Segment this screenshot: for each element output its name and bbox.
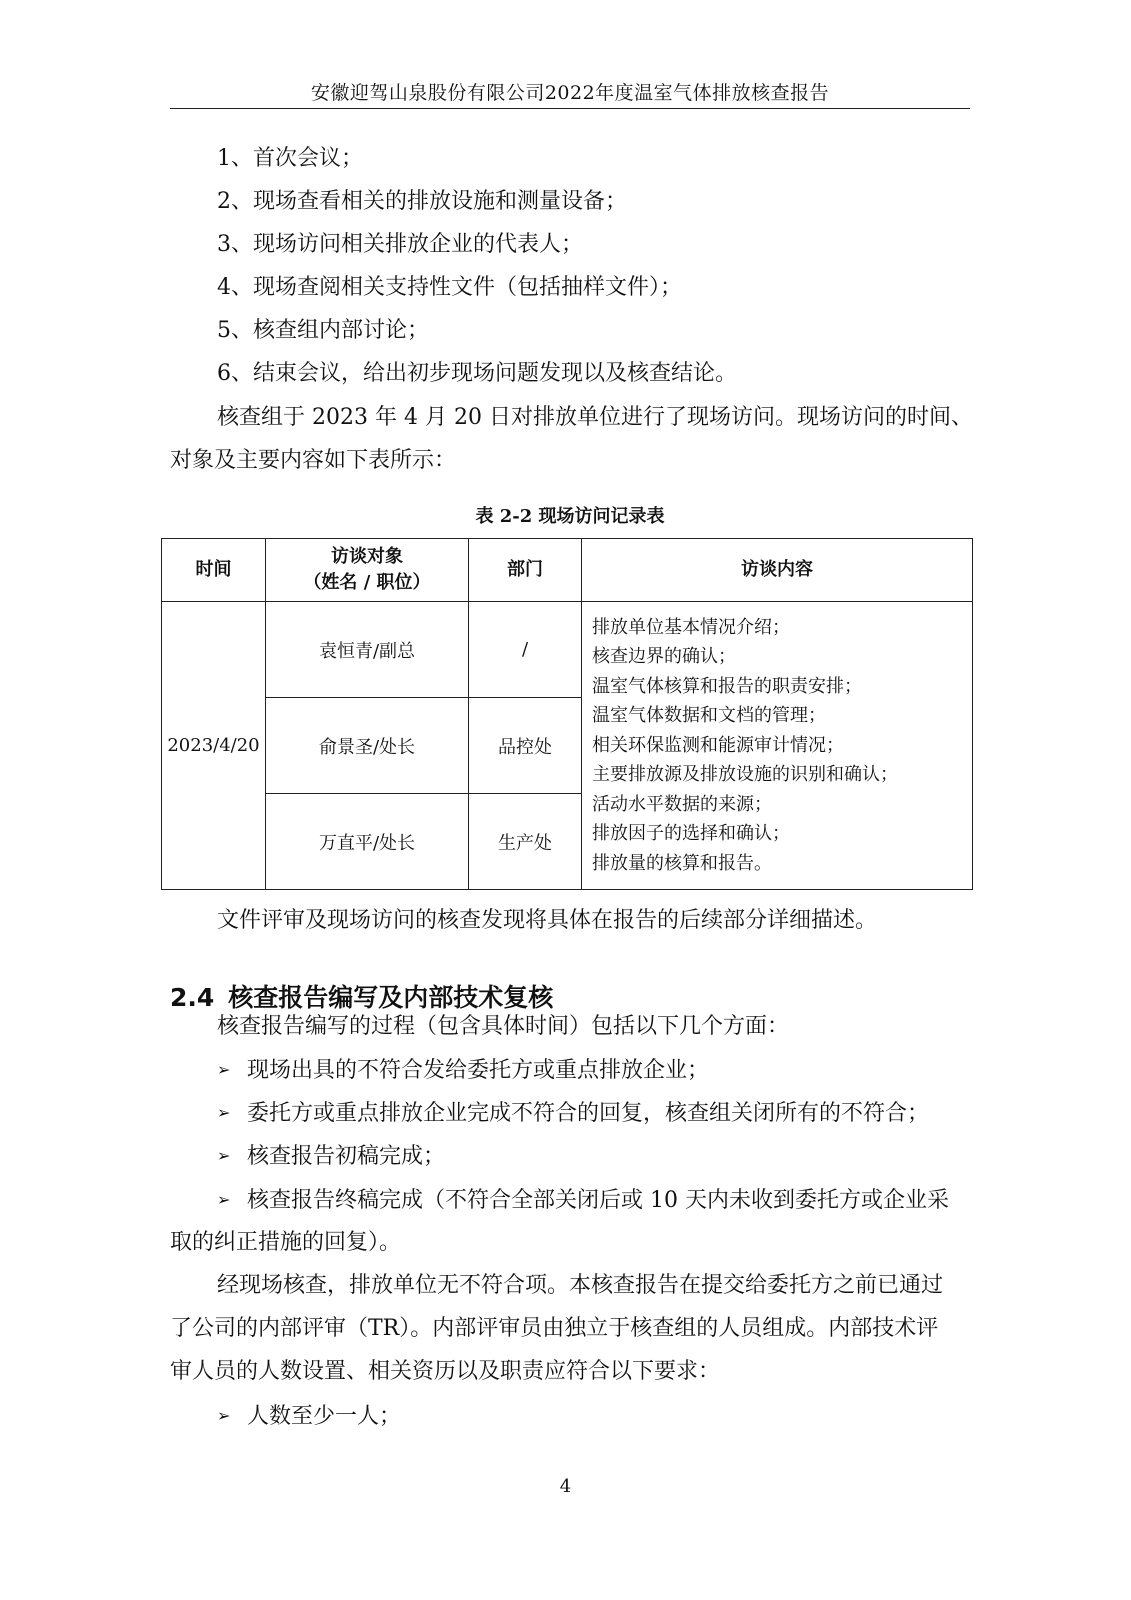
intro-line-2: 对象及主要内容如下表所示： bbox=[170, 448, 457, 473]
cell-person: 袁恒青/副总 bbox=[266, 602, 469, 698]
bullet-text: 委托方或重点排放企业完成不符合的回复，核查组关闭所有的不符合； bbox=[247, 1101, 930, 1126]
content-item: 排放量的核算和报告。 bbox=[592, 852, 772, 874]
page-header: 安徽迎驾山泉股份有限公司2022年度温室气体排放核查报告 bbox=[310, 82, 830, 104]
section-heading bbox=[170, 978, 553, 1014]
visit-record-table bbox=[161, 538, 973, 890]
section-number: 2.4 bbox=[170, 983, 215, 1012]
table-header-row bbox=[162, 539, 973, 602]
cell-content bbox=[582, 602, 973, 890]
after-table-text: 文件评审及现场访问的核查发现将具体在报告的后续部分详细描述。 bbox=[217, 908, 878, 933]
content-item: 排放单位基本情况介绍； bbox=[592, 616, 790, 638]
arrow-bullet-icon: ➢ bbox=[217, 1060, 231, 1079]
cell-dept: 生产处 bbox=[469, 794, 582, 890]
content-item: 排放因子的选择和确认； bbox=[592, 823, 790, 845]
table-caption: 表 2-2 现场访问记录表 bbox=[475, 506, 665, 527]
bullet-item bbox=[217, 1055, 709, 1086]
section-title: 核查报告编写及内部技术复核 bbox=[228, 983, 554, 1012]
content-item: 温室气体核算和报告的职责安排； bbox=[592, 675, 862, 697]
header-dept: 部门 bbox=[469, 539, 582, 602]
header-subject bbox=[266, 539, 469, 602]
bullet-text: 核查报告终稿完成（不符合全部关闭后或 10 天内未收到委托方或企业采 bbox=[247, 1188, 949, 1213]
cell-date: 2023/4/20 bbox=[162, 602, 266, 890]
header-content: 访谈内容 bbox=[582, 539, 973, 602]
content-item: 核查边界的确认； bbox=[592, 646, 736, 668]
header-rule bbox=[170, 108, 970, 109]
header-time: 时间 bbox=[162, 539, 266, 602]
bullet-item bbox=[217, 1401, 401, 1432]
content-item: 主要排放源及排放设施的识别和确认； bbox=[592, 764, 898, 786]
cell-dept: 品控处 bbox=[469, 698, 582, 794]
bullet-item bbox=[217, 1185, 949, 1216]
bullet-text: 核查报告初稿完成； bbox=[247, 1144, 446, 1169]
cell-dept: / bbox=[469, 602, 582, 698]
bullet-continuation: 取的纠正措施的回复）。 bbox=[170, 1230, 402, 1255]
paragraph-line-2: 了公司的内部评审（TR）。内部评审员由独立于核查组的人员组成。内部技术评 bbox=[170, 1316, 939, 1341]
header-subject-line2: （姓名 / 职位） bbox=[303, 572, 431, 593]
table-row bbox=[162, 602, 973, 698]
intro-line-1: 核查组于 2023 年 4 月 20 日对排放单位进行了现场访问。现场访问的时间、 bbox=[217, 405, 973, 430]
arrow-bullet-icon: ➢ bbox=[217, 1146, 231, 1165]
step-2: 2、现场查看相关的排放设施和测量设备； bbox=[217, 189, 627, 214]
bullet-item bbox=[217, 1098, 929, 1129]
content-item: 活动水平数据的来源； bbox=[592, 793, 772, 815]
content-item: 温室气体数据和文档的管理； bbox=[592, 705, 826, 727]
step-4: 4、现场查阅相关支持性文件（包括抽样文件）； bbox=[217, 275, 682, 300]
bullet-text: 现场出具的不符合发给委托方或重点排放企业； bbox=[247, 1058, 710, 1083]
content-item: 相关环保监测和能源审计情况； bbox=[592, 734, 844, 756]
section-intro: 核查报告编写的过程（包含具体时间）包括以下几个方面： bbox=[217, 1014, 790, 1039]
step-3: 3、现场访问相关排放企业的代表人； bbox=[217, 232, 583, 257]
cell-person: 万直平/处长 bbox=[266, 794, 469, 890]
step-1: 1、首次会议； bbox=[217, 146, 363, 171]
bullet-item bbox=[217, 1141, 445, 1172]
step-5: 5、核查组内部讨论； bbox=[217, 318, 429, 343]
bullet-text: 人数至少一人； bbox=[247, 1404, 402, 1429]
step-6: 6、结束会议，给出初步现场问题发现以及核查结论。 bbox=[217, 361, 737, 386]
arrow-bullet-icon: ➢ bbox=[217, 1190, 231, 1209]
arrow-bullet-icon: ➢ bbox=[217, 1103, 231, 1122]
paragraph-line-3: 审人员的人数设置、相关资历以及职责应符合以下要求： bbox=[170, 1359, 721, 1384]
paragraph-line-1: 经现场核查，排放单位无不符合项。本核查报告在提交给委托方之前已通过 bbox=[217, 1273, 944, 1298]
header-subject-line1: 访谈对象 bbox=[331, 546, 403, 567]
arrow-bullet-icon: ➢ bbox=[217, 1406, 231, 1425]
cell-person: 俞景圣/处长 bbox=[266, 698, 469, 794]
page-number: 4 bbox=[559, 1476, 572, 1497]
